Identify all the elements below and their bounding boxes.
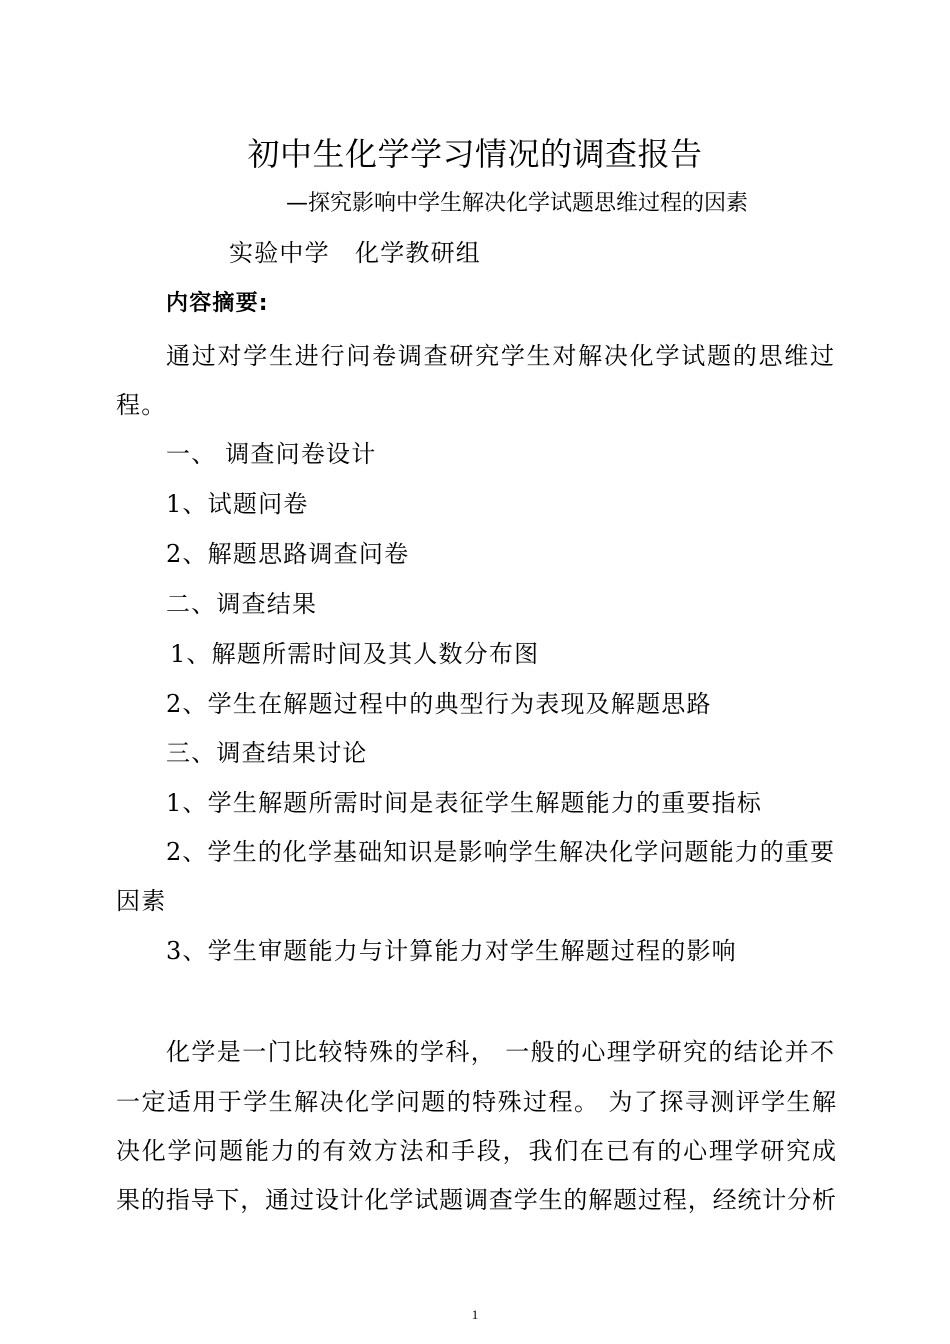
author-line: 实验中学 化学教研组 <box>229 239 481 267</box>
outline-section-2-item-2: 2、学生在解题过程中的典型行为表现及解题思路 <box>166 690 712 718</box>
outline-section-3-item-1: 1、学生解题所需时间是表征学生解题能力的重要指标 <box>166 789 763 817</box>
outline-section-2-item-1: 1、解题所需时间及其人数分布图 <box>170 640 540 668</box>
body-paragraph-line-3: 决化学问题能力的有效方法和手段，我们在已有的心理学研究成 <box>116 1137 836 1165</box>
abstract-line-2: 程。 <box>116 391 167 419</box>
body-paragraph-line-4: 果的指导下，通过设计化学试题调查学生的解题过程，经统计分析 <box>116 1186 836 1214</box>
outline-section-1-item-1: 1、试题问卷 <box>166 490 309 518</box>
body-paragraph-line-1: 化学是一门比较特殊的学科， 一般的心理学研究的结论并不 <box>166 1038 834 1066</box>
abstract-line-1: 通过对学生进行问卷调查研究学生对解决化学试题的思维过 <box>166 342 834 370</box>
document-title: 初中生化学学习情况的调查报告 <box>247 135 703 173</box>
outline-section-3: 三、调查结果讨论 <box>166 739 368 767</box>
abstract-heading: 内容摘要: <box>166 291 269 316</box>
outline-section-3-item-2-line-2: 因素 <box>116 887 167 915</box>
page-number: 1 <box>471 1307 479 1322</box>
outline-section-1: 一、 调查问卷设计 <box>166 440 377 468</box>
body-paragraph-line-2: 一定适用于学生解决化学问题的特殊过程。 为了探寻测评学生解 <box>116 1088 836 1116</box>
outline-section-1-item-2: 2、解题思路调查问卷 <box>166 540 410 568</box>
document-subtitle: —探究影响中学生解决化学试题思维过程的因素 <box>286 191 749 216</box>
outline-section-3-item-2-line-1: 2、学生的化学基础知识是影响学生解决化学问题能力的重要 <box>166 838 834 866</box>
outline-section-2: 二、调查结果 <box>166 590 318 618</box>
outline-section-3-item-3: 3、学生审题能力与计算能力对学生解题过程的影响 <box>166 937 737 965</box>
